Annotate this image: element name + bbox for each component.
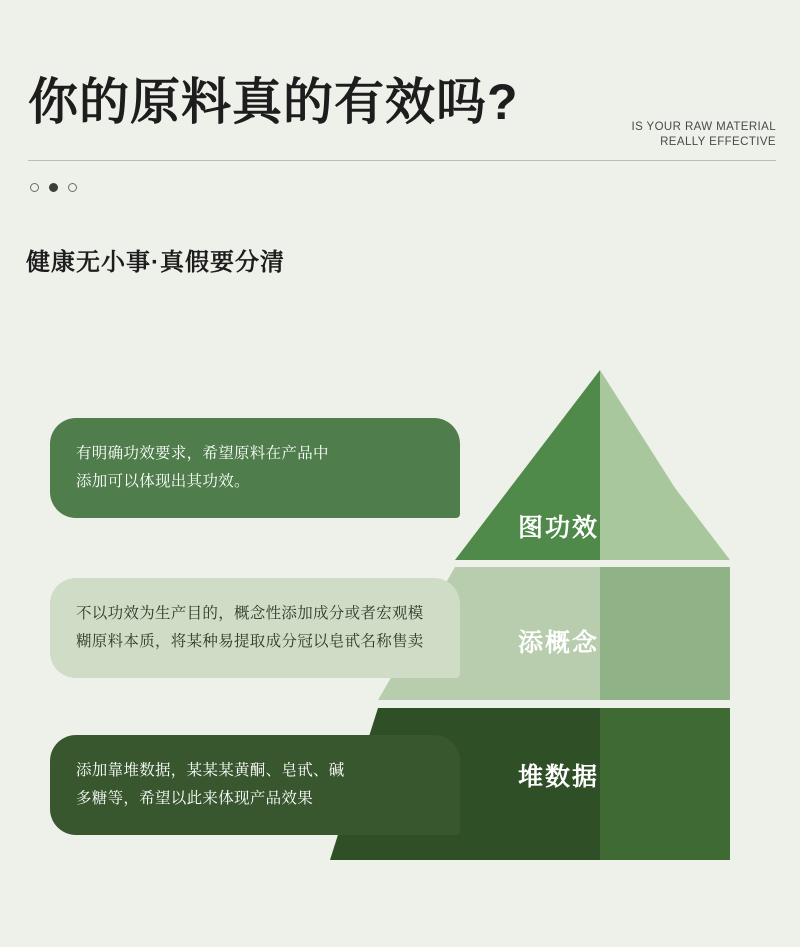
pyramid-tier2-label: 添概念 <box>518 629 600 657</box>
dot-indicator-3[interactable] <box>68 183 77 192</box>
callout-tier2-line2: 糊原料本质，将某种易提取成分冠以皂甙名称售卖 <box>76 633 424 650</box>
page-subtitle: 健康无小事·真假要分清 <box>26 249 285 276</box>
callout-tier1-line1: 有明确功效要求，希望原料在产品中 <box>76 445 329 462</box>
callout-tier1 <box>50 418 460 518</box>
pyramid-tier3-label: 堆数据 <box>518 763 600 791</box>
pyramid-tier2-side <box>600 567 730 700</box>
english-subtitle-line1: IS YOUR RAW MATERIAL <box>631 121 776 133</box>
header-divider <box>28 160 776 161</box>
page-title: 你的原料真的有效吗? <box>28 74 519 130</box>
callout-tier2 <box>50 578 460 678</box>
callout-tier3 <box>50 735 460 835</box>
callout-tier3-line1: 添加靠堆数据，某某某黄酮、皂甙、碱 <box>76 762 345 779</box>
dot-indicator-1[interactable] <box>30 183 39 192</box>
pyramid-tier1-side <box>600 370 730 560</box>
callout-tier2-line1: 不以功效为生产目的，概念性添加成分或者宏观模 <box>76 605 424 622</box>
english-subtitle <box>576 120 776 150</box>
english-subtitle-line2: REALLY EFFECTIVE <box>660 136 776 148</box>
pagination-dots[interactable] <box>30 183 77 192</box>
pyramid-tier3-side <box>600 708 730 860</box>
callout-tier1-line2: 添加可以体现出其功效。 <box>76 473 250 490</box>
pyramid-tier1-label: 图功效 <box>518 514 600 542</box>
dot-indicator-2[interactable] <box>49 183 58 192</box>
callout-tier3-line2: 多糖等，希望以此来体现产品效果 <box>76 790 314 807</box>
